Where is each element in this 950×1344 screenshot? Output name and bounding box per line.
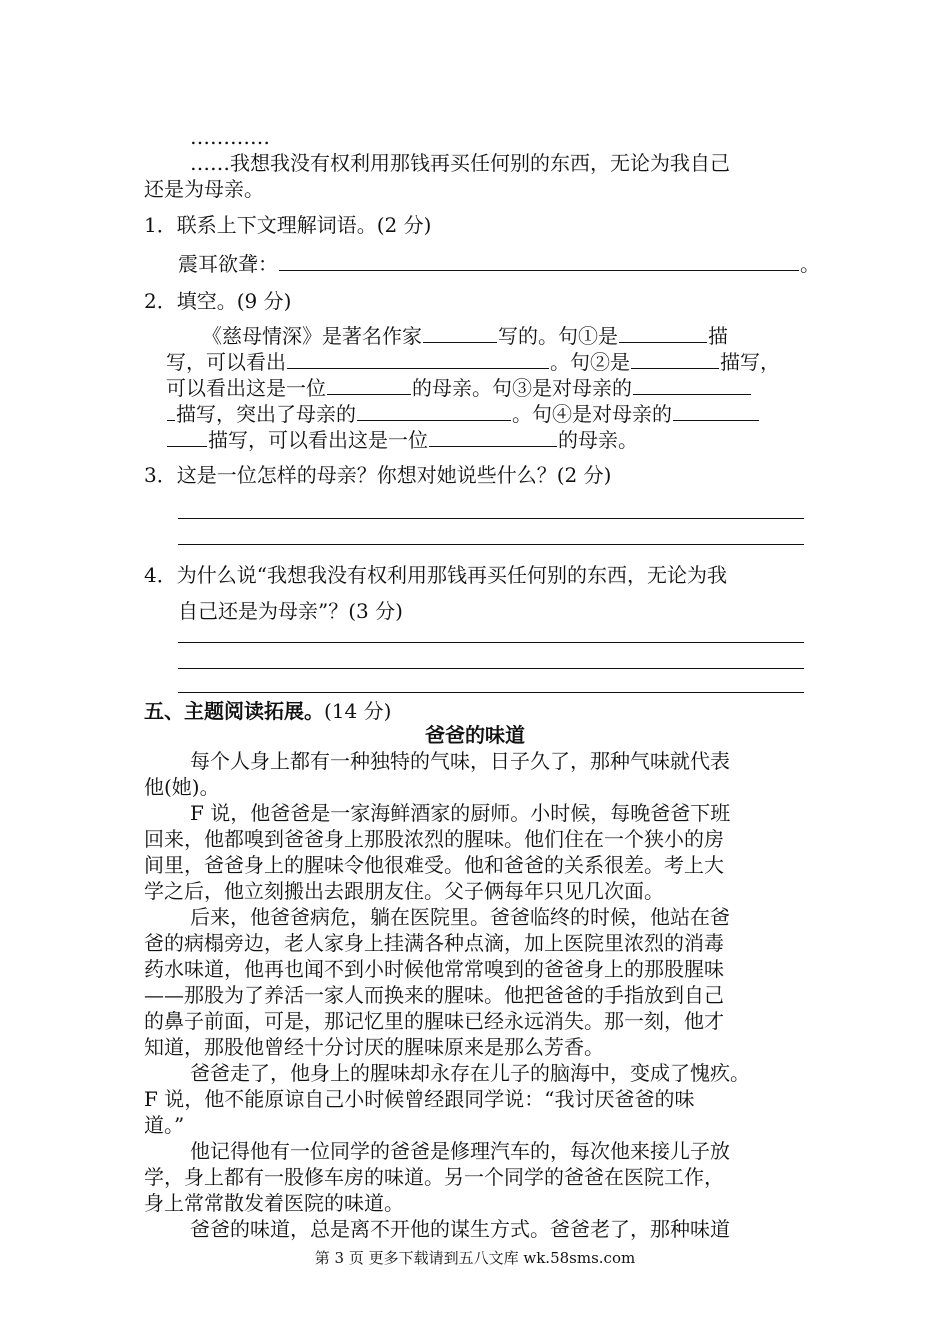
question-3 bbox=[144, 462, 611, 488]
fill-line-1 bbox=[202, 322, 728, 349]
fill-text: 描写，突出了母亲的 bbox=[176, 402, 356, 426]
mother-quality-blank[interactable] bbox=[357, 400, 511, 421]
question-text: 填空。(9 分) bbox=[176, 289, 292, 313]
question-number: 2． bbox=[144, 289, 177, 313]
answer-rule[interactable] bbox=[178, 692, 804, 693]
article-line: 他记得他有一位同学的爸爸是修理汽车的，每次他来接儿子放 bbox=[190, 1139, 730, 1163]
article-line: 爸的病榻旁边，老人家身上挂满各种点滴，加上医院里浓烈的消毒 bbox=[144, 931, 724, 955]
question-number: 1． bbox=[144, 213, 177, 237]
sentence4-type-blank-cont[interactable] bbox=[167, 426, 207, 447]
article-title: 爸爸的味道 bbox=[425, 723, 525, 747]
fill-text: 描写，可以看出这是一位 bbox=[208, 428, 428, 452]
article-line: 学，身上都有一股修车房的味道。另一个同学的爸爸在医院工作， bbox=[144, 1165, 724, 1189]
article-line: 学之后，他立刻搬出去跟朋友住。父子俩每年只见几次面。 bbox=[144, 879, 664, 903]
period: 。 bbox=[800, 252, 820, 276]
fill-text: 《慈母情深》是著名作家 bbox=[202, 324, 422, 348]
sentence2-type-blank[interactable] bbox=[631, 348, 719, 369]
section-heading bbox=[144, 698, 391, 724]
fill-line-4 bbox=[166, 400, 760, 427]
article-line: 的鼻子前面，可是，那记忆里的腥味已经永远消失。那一刻，他才 bbox=[144, 1009, 724, 1033]
article-line: ——那股为了养活一家人而换来的腥味。他把爸爸的手指放到自己 bbox=[144, 983, 724, 1007]
question-text: 这是一位怎样的母亲？你想对她说些什么？(2 分) bbox=[176, 463, 612, 487]
fill-line-5 bbox=[166, 426, 638, 453]
term-label: 震耳欲聋： bbox=[178, 252, 278, 276]
fill-text: 的母亲。 bbox=[558, 428, 638, 452]
section-title: 五、主题阅读拓展。 bbox=[144, 699, 324, 723]
sentence3-type-blank[interactable] bbox=[633, 374, 751, 395]
ellipsis-line: ………… bbox=[190, 125, 270, 149]
article-line: 知道，那股他曾经十分讨厌的腥味原来是那么芳香。 bbox=[144, 1035, 604, 1059]
article-line: 爸爸的味道，总是离不开他的谋生方式。爸爸老了，那种味道 bbox=[190, 1217, 730, 1241]
article-line: 道。” bbox=[144, 1113, 185, 1137]
page-footer: 第 3 页 更多下载请到五八文库 wk.58sms.com bbox=[314, 1249, 636, 1267]
question-4 bbox=[144, 562, 727, 588]
question-number: 3． bbox=[144, 463, 177, 487]
article-line: 回来，他都嗅到爸爸身上那股浓烈的腥味。他们住在一个狭小的房 bbox=[144, 827, 724, 851]
article-line: 身上常常散发着医院的味道。 bbox=[144, 1191, 404, 1215]
question-2 bbox=[144, 288, 291, 314]
fill-text: 描 bbox=[708, 324, 728, 348]
article-line: F 说，他不能原谅自己小时候曾经跟同学说：“我讨厌爸爸的味 bbox=[144, 1087, 695, 1111]
sentence1-type-blank[interactable] bbox=[619, 322, 707, 343]
answer-rule[interactable] bbox=[178, 518, 804, 519]
mother-kind-blank[interactable] bbox=[429, 426, 557, 447]
question-number: 4． bbox=[144, 563, 177, 587]
fill-text: 可以看出这是一位 bbox=[166, 376, 326, 400]
article-line: 他(她)。 bbox=[144, 775, 220, 799]
fill-text: 。句②是 bbox=[550, 350, 630, 374]
article-line: 药水味道，他再也闻不到小时候他常常嗅到的爸爸身上的那股腥味 bbox=[144, 957, 724, 981]
sentence1-meaning-blank[interactable] bbox=[287, 348, 549, 369]
fill-text: 写的。句①是 bbox=[498, 324, 618, 348]
sentence4-type-blank[interactable] bbox=[673, 400, 759, 421]
question-4-cont: 自己还是为母亲”？(3 分) bbox=[178, 599, 403, 623]
answer-rule[interactable] bbox=[178, 642, 804, 643]
fill-text: 。句④是对母亲的 bbox=[512, 402, 672, 426]
fill-text: 描写， bbox=[720, 350, 780, 374]
passage-line: ……我想我没有权利用那钱再买任何别的东西，无论为我自己 bbox=[190, 151, 730, 175]
answer-blank[interactable] bbox=[279, 250, 799, 271]
passage-line: 还是为母亲。 bbox=[144, 177, 264, 201]
article-line: F 说，他爸爸是一家海鲜酒家的厨师。小时候，每晚爸爸下班 bbox=[190, 801, 731, 825]
article-line: 爸爸走了，他身上的腥味却永存在儿子的脑海中，变成了愧疚。 bbox=[190, 1061, 750, 1085]
fill-line-3 bbox=[166, 374, 752, 401]
fill-text: 写，可以看出 bbox=[166, 350, 286, 374]
article-line: 后来，他爸爸病危，躺在医院里。爸爸临终的时候，他站在爸 bbox=[190, 905, 730, 929]
answer-rule[interactable] bbox=[178, 544, 804, 545]
mother-type-blank[interactable] bbox=[327, 374, 411, 395]
article-line: 间里，爸爸身上的腥味令他很难受。他和爸爸的关系很差。考上大 bbox=[144, 853, 724, 877]
section-score: (14 分) bbox=[324, 699, 392, 723]
question-text: 联系上下文理解词语。(2 分) bbox=[176, 213, 432, 237]
author-blank[interactable] bbox=[423, 322, 497, 343]
question-1 bbox=[144, 212, 431, 238]
fill-text: 的母亲。句③是对母亲的 bbox=[412, 376, 632, 400]
sentence3-type-blank-cont[interactable] bbox=[167, 400, 175, 421]
fill-line-2 bbox=[166, 348, 780, 375]
q1-answer-line bbox=[178, 250, 820, 277]
answer-rule[interactable] bbox=[178, 668, 804, 669]
article-line: 每个人身上都有一种独特的气味，日子久了，那种气味就代表 bbox=[190, 749, 730, 773]
question-text: 为什么说“我想我没有权利用那钱再买任何别的东西，无论为我 bbox=[176, 563, 727, 587]
